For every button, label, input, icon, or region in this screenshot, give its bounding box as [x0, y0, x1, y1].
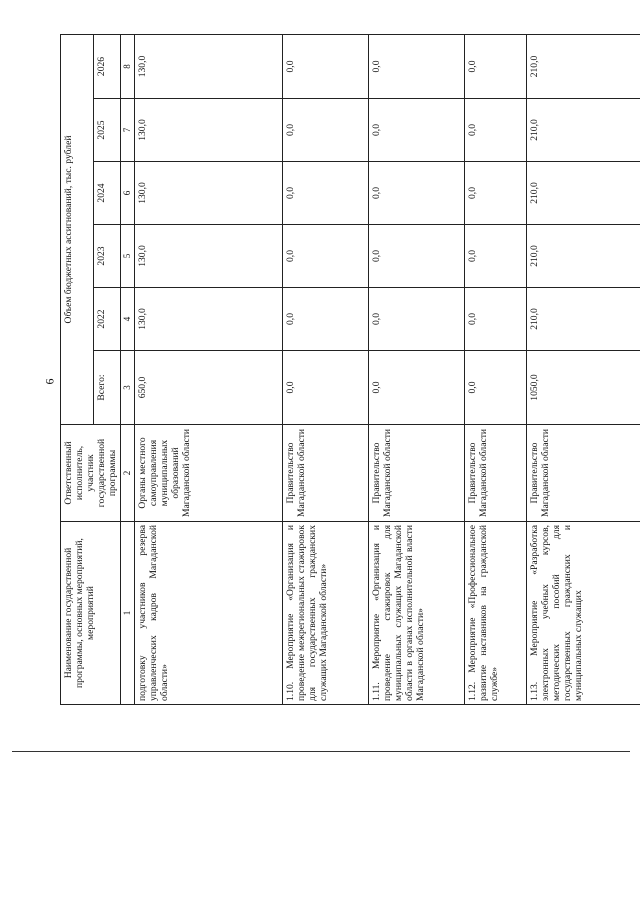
row-value-2025: 210,0 [526, 99, 640, 162]
row-value-2025: 130,0 [134, 99, 282, 162]
budget-table [60, 34, 640, 705]
row-value-2024: 210,0 [526, 162, 640, 225]
column-number: 2 [121, 425, 134, 522]
table-row [526, 34, 640, 704]
row-value-2024: 0,0 [368, 162, 464, 225]
row-value-2025: 0,0 [464, 99, 526, 162]
row-value-2026: 0,0 [282, 34, 368, 98]
table-row [134, 34, 282, 704]
row-name: 1.12. Мероприятие «Профессиональное развитие наставников на гражданской службе» [464, 522, 526, 705]
row-name: 1.11. Мероприятие «Организация и проведение стажировок для муниципальных служащих Магаданской области в органах исполнительной власти Магаданской области» [368, 522, 464, 705]
column-number: 6 [121, 162, 134, 225]
row-value-2026: 210,0 [526, 34, 640, 98]
page-number: 6 [42, 378, 57, 385]
column-number: 1 [121, 522, 134, 705]
row-responsible: Правительство Магаданской области [368, 425, 464, 522]
header-year-2026: 2026 [93, 34, 120, 98]
row-value-2023: 0,0 [368, 225, 464, 288]
horizontal-rule [12, 751, 630, 752]
column-number: 8 [121, 34, 134, 98]
row-value-2026: 130,0 [134, 34, 282, 98]
row-name: 1.13. Мероприятие «Разработка электронных учебных курсов, методических пособий для государственных гражданских и муниципальных служащих [526, 522, 640, 705]
header-total: Всего: [93, 351, 120, 425]
table-row [368, 34, 464, 704]
row-value-2022: 0,0 [464, 288, 526, 351]
row-responsible: Правительство Магаданской области [464, 425, 526, 522]
row-value-2025: 0,0 [282, 99, 368, 162]
column-numbers-row [121, 34, 134, 704]
row-value-2024: 0,0 [282, 162, 368, 225]
row-value-2023: 0,0 [282, 225, 368, 288]
column-number: 3 [121, 351, 134, 425]
row-total: 1050,0 [526, 351, 640, 425]
column-number: 7 [121, 99, 134, 162]
row-total: 650,0 [134, 351, 282, 425]
row-value-2026: 0,0 [464, 34, 526, 98]
header-responsible: Ответственный исполнитель, участник государственной программы [61, 425, 121, 522]
column-number: 5 [121, 225, 134, 288]
row-total: 0,0 [464, 351, 526, 425]
row-responsible: Органы местного самоуправления муниципальных образований Магаданской области [134, 425, 282, 522]
row-responsible: Правительство Магаданской области [526, 425, 640, 522]
row-name: 1.10. Мероприятие «Организация и проведение межрегиональных стажировок для государственных гражданских служащих Магаданской области» [282, 522, 368, 705]
rotated-table-container [60, 35, 632, 705]
row-value-2023: 0,0 [464, 225, 526, 288]
row-total: 0,0 [368, 351, 464, 425]
header-year-2023: 2023 [93, 225, 120, 288]
table-row [282, 34, 368, 704]
row-value-2022: 210,0 [526, 288, 640, 351]
row-value-2022: 130,0 [134, 288, 282, 351]
row-name: подготовку участников резерва управленческих кадров Магаданской области» [134, 522, 282, 705]
row-value-2023: 210,0 [526, 225, 640, 288]
row-value-2024: 0,0 [464, 162, 526, 225]
row-value-2026: 0,0 [368, 34, 464, 98]
header-year-2025: 2025 [93, 99, 120, 162]
row-value-2024: 130,0 [134, 162, 282, 225]
row-value-2025: 0,0 [368, 99, 464, 162]
row-value-2022: 0,0 [282, 288, 368, 351]
row-total: 0,0 [282, 351, 368, 425]
row-value-2022: 0,0 [368, 288, 464, 351]
table-row [464, 34, 526, 704]
row-responsible: Правительство Магаданской области [282, 425, 368, 522]
row-value-2023: 130,0 [134, 225, 282, 288]
header-name: Наименование государственной программы, основных мероприятий, мероприятий [61, 522, 121, 705]
column-number: 4 [121, 288, 134, 351]
header-budget: Объем бюджетных ассигнований, тыс. рублей [61, 34, 94, 424]
header-year-2024: 2024 [93, 162, 120, 225]
header-year-2022: 2022 [93, 288, 120, 351]
